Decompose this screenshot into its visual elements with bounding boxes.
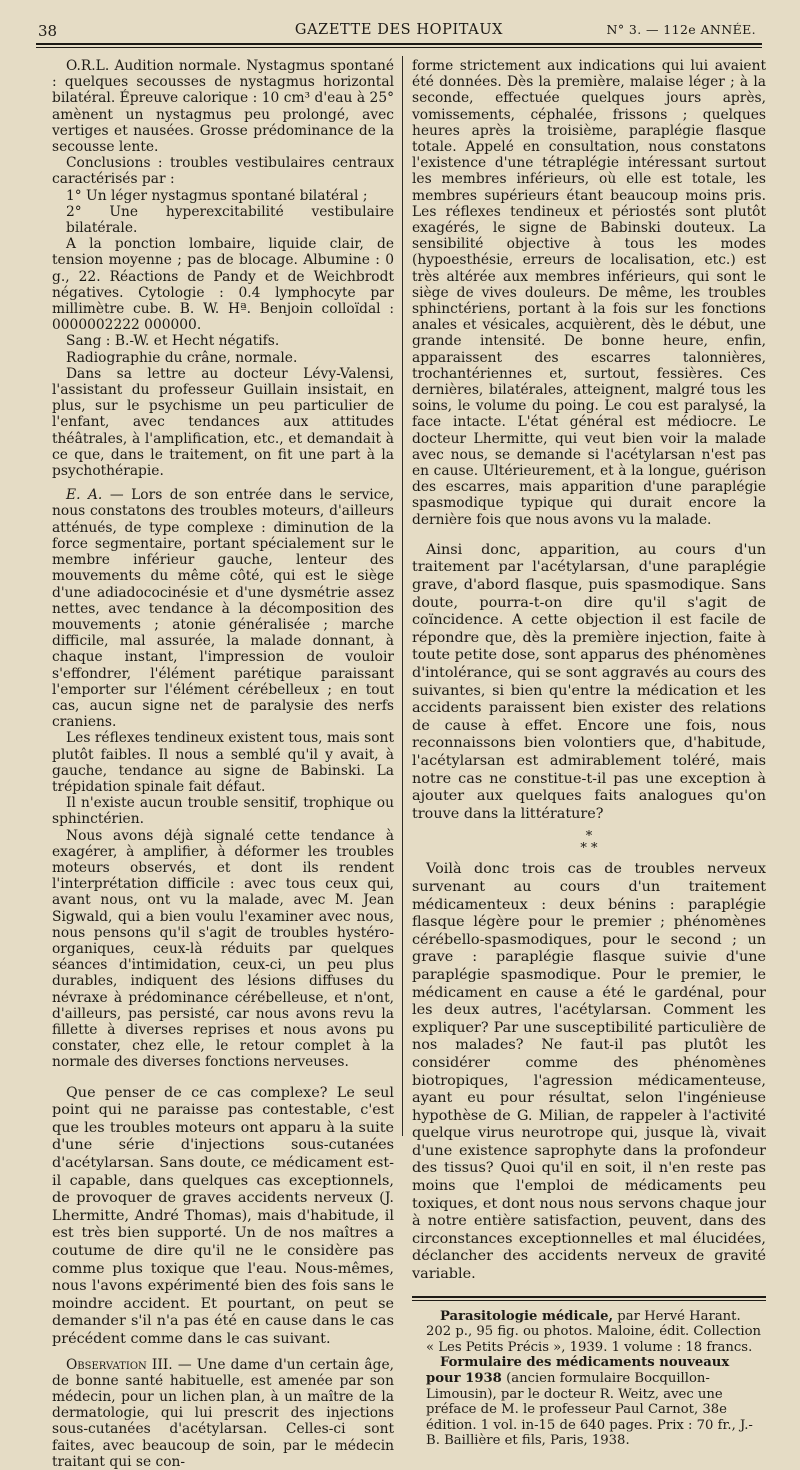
column-divider: [402, 56, 403, 1136]
paragraph-conclusions: Conclusions : troubles vestibulaires centraux caractérisés par :: [52, 155, 394, 188]
paragraph-sensitif: Il n'existe aucun trouble sensitif, trophique ou sphinctérien.: [52, 795, 394, 828]
journal-title: GAZETTE DES HOPITAUX: [294, 22, 504, 38]
right-column: [412, 58, 766, 1449]
left-column: [52, 58, 394, 1470]
bibliography-entry: Parasitologie médicale, par Hervé Harant. 202 p., 95 fig. ou photos. Maloine, édit. Collection « Les Petits Précis », 1939. 1 volume : 18 francs.: [426, 1308, 762, 1355]
header-rule-thick: [36, 43, 762, 45]
observation-text: — Une dame d'un certain âge, de bonne santé habituelle, est amenée par son médecin, pour un lichen plan, à un maître de la dermatologie, qui lui prescrit des injections sous-cutanées d'acétylarsan. Celles-ci sont faites, avec beaucoup de soin, par le médecin traitant qui se con-: [52, 1356, 394, 1470]
bibliography-entry: Formulaire des médicaments nouveaux pour 1938 (ancien formulaire Bocquillon-Limousin), par le docteur R. Weitz, avec une préface de M. le professeur Paul Carnot, 38e édition. 1 vol. in-15 de 640 pages. Prix : 70 fr., J.-B. Baillière et fils, Paris, 1938.: [426, 1355, 753, 1449]
paragraph-lettre: Dans sa lettre au docteur Lévy-Valensi, l'assistant du professeur Guillain insistait, en plus, sur le psychisme un peu particulier de l'enfant, avec tendances aux attitudes théâtrales, à l'amplification, etc., et demandait à ce que, dans le traitement, on fit une part à la psychothérapie.: [52, 365, 394, 480]
case-text: — Lors de son entrée dans le service, nous constatons des troubles moteurs, d'ailleurs atténués, de type complexe : diminution de la force segmentaire, portant spécialement sur le membre inférieur gauche, lenteur des mouvements du même côté, qui est le siège d'une adiadococinésie et d'une dysmétrie assez nettes, avec tendance à la décomposition des mouvements ; atonie généralisée ; marche difficile, mal assurée, la malade donnant, à chaque instant, l'impression de vouloir s'effondrer, l'élément parétique paraissant l'emporter sur l'élément cérébelleux ; en tout cas, aucun signe net de paralysie des nerfs craniens.: [52, 487, 394, 731]
page-number: 38: [38, 22, 58, 40]
section-asterism: * * *: [580, 829, 598, 857]
paragraph-sang: Sang : B.-W. et Hecht négatifs.: [66, 333, 280, 350]
paragraph-que-penser: Que penser de ce cas complexe? Le seul point qui ne paraisse pas contestable, c'est que les troubles moteurs ont apparu à la suite d'une série d'injections sous-cutanées d'acétylarsan. Sans doute, ce médicament est-il capable, dans quelques cas exceptionnels, de provoquer de graves accidents nerveux (J. Lhermitte, André Thomas), mais d'habitude, il est très bien supporté. Un de nos maîtres a coutume de dire qu'il ne le considère pas comme plus toxique que l'eau. Nous-mêmes, nous l'avons expérimenté bien des fois sans le moindre accident. Et pourtant, on peut se demander s'il n'a pas été en cause dans le cas précédent comme dans le cas suivant.: [52, 1084, 394, 1347]
issue-number: N° 3. — 112e ANNÉE.: [606, 22, 756, 37]
case-label: E. A.: [66, 487, 103, 504]
bibliography-rule-thin: [412, 1300, 766, 1301]
observation-label: Observation III.: [66, 1356, 173, 1373]
paragraph-observation-iii: [52, 1357, 394, 1470]
paragraph-ea: [52, 487, 394, 730]
paragraph-radiographie: Radiographie du crâne, normale.: [66, 349, 298, 366]
paragraph-continuation: forme strictement aux indications qui lui avaient été données. Dès la première, malaise léger ; à la seconde, effectuée quelques jours après, vomissements, céphalée, frissons ; quelques heures après la troisième, paraplégie flasque totale. Appelé en consultation, nous constatons l'existence d'une tétraplégie intéressant surtout les membres inférieurs, où elle est totale, les membres supérieurs étant beaucoup moins pris. Les réflexes tendineux et périostés sont plutôt exagérés, le signe de Babinski douteux. La sensibilité objective à tous les modes (hypoesthésie, erreurs de localisation, etc.) est très altérée aux membres inférieurs, qui sont le siège de vives douleurs. De même, les troubles sphinctériens, portant à la fois sur les fonctions anales et vésicales, acquièrent, dès le début, une grande intensité. De bonne heure, enfin, apparaissent des escarres talonnières, trochantériennes et, surtout, fessières. Ces dernières, bilatérales, atteignent, malgré tous les soins, le volume du poing. Le cou est paralysé, la face intacte. L'état général est médiocre. Le docteur Lhermitte, qui veut bien voir la malade avec nous, se demande si l'acétylarsan n'est pas en cause. Ultérieurement, et à la longue, guérison des escarres, mais apparition d'une paraplégie spasmodique typique qui durait encore la dernière fois que nous avons vu la malade.: [412, 58, 766, 528]
bibliography-rule-thick: [412, 1296, 766, 1298]
list-item: 1° Un léger nystagmus spontané bilatéral ;: [66, 187, 368, 204]
paragraph-ponction: A la ponction lombaire, liquide clair, de tension moyenne ; pas de blocage. Albumine : 0 g., 22. Réactions de Pandy et de Weichbrodt négatives. Cytologie : 0.4 lymphocyte par millimètre cube. B. W. Hª. Benjoin colloïdal : 0000002222 000000.: [52, 236, 394, 334]
paragraph-tendance: Nous avons déjà signalé cette tendance à exagérer, à amplifier, à déformer les troubles moteurs observés, et dont ils rendent l'interprétation difficile : avec tous ceux qui, avant nous, ont vu la malade, avec M. Jean Sigwald, qui a bien voulu l'examiner avec nous, nous pensons qu'il s'agit de troubles hystéro-organiques, ceux-là réduits par quelques séances d'intimidation, ceux-ci, un peu plus durables, indiquent des lésions diffuses du névraxe à prédominance cérébelleuse, et n'ont, d'ailleurs, pas persisté, car nous avons revu la fillette à diverses reprises et nous avons pu constater, chez elle, le retour complet à la normale des diverses fonctions nerveuses.: [52, 827, 394, 1071]
paragraph-reflexes: Les réflexes tendineux existent tous, mais sont plutôt faibles. Il nous a semblé qu'il y avait, à gauche, tendance au signe de Babinski. La trépidation spinale fait défaut.: [52, 730, 394, 795]
paragraph-voila-donc: Voilà donc trois cas de troubles nerveux survenant au cours d'un traitement médicamenteux : deux bénins : paraplégie flasque légère pour le premier ; phénomènes cérébello-spasmodiques, pour le second ; un grave : paraplégie flasque suivie d'une paraplégie spasmodique. Pour le premier, le médicament en cause a été le gardénal, pour les deux autres, l'acétylarsan. Comment les expliquer? Par une susceptibilité particulière de nos malades? Ne faut-il pas plutôt les considérer comme des phénomènes biotropiques, l'agression médicamenteuse, ayant eu pour résultat, selon l'ingénieuse hypothèse de G. Milian, de rappeler à l'activité quelque virus neurotrope qui, jusque là, vivait d'une existence saprophyte dans la profondeur des tissus? Quoi qu'il en soit, il n'en reste pas moins que l'emploi de médicaments peu toxiques, et dont nous nous servons chaque jour à notre entière satisfaction, peuvent, dans des circonstances exceptionnelles et mal élucidées, déclancher des accidents nerveux de gravité variable.: [412, 861, 766, 1283]
paragraph-ainsi-donc: Ainsi donc, apparition, au cours d'un traitement par l'acétylarsan, d'une paraplégie grave, d'abord flasque, puis spasmodique. Sans doute, pourra-t-on dire qu'il s'agit de coïncidence. A cette objection il est facile de répondre que, dès la première injection, faite à toute petite dose, sont apparus des phénomènes d'intolérance, qui se sont aggravés au cours des suivantes, si bien qu'entre la médication et les accidents paraissent bien exister des relations de cause à effet. Encore une fois, nous reconnaissons bien volontiers que, d'habitude, l'acétylarsan est admirablement toléré, mais notre cas ne constitue-t-il pas une exception à ajouter aux quelques faits analogues qu'on trouve dans la littérature?: [412, 541, 766, 822]
paragraph-orl: O.R.L. Audition normale. Nystagmus spontané : quelques secousses de nystagmus horizontal bilatéral. Épreuve calorique : 10 cm³ d'eau à 25° amènent un nystagmus peu prolongé, avec vertiges et nausées. Grosse prédominance de la secousse lente.: [52, 58, 394, 156]
page-header: [38, 18, 760, 42]
list-item: 2° Une hyperexcitabilité vestibulaire bilatérale.: [66, 203, 394, 237]
header-rule-thin: [36, 47, 762, 48]
